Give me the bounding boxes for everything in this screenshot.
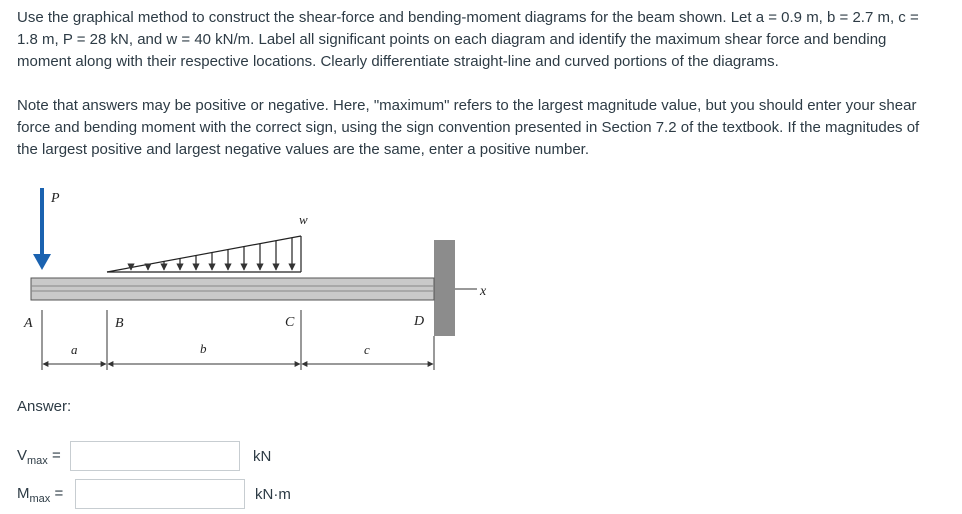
point-D-label: D	[414, 314, 425, 329]
vmax-unit: kN	[253, 448, 272, 465]
load-w-label: w	[299, 212, 308, 227]
point-load-P	[33, 188, 51, 270]
point-B-label: B	[115, 316, 124, 331]
answer-label: Answer:	[17, 398, 72, 415]
fixed-support-wall	[434, 240, 455, 336]
problem-statement: Use the graphical method to construct the shear-force and bending-moment diagrams for the beam shown. Let a = 0.9 m, b = 2.7 m, c = 1.8 m, P = 28 kN, and w = 40 kN/m. Label all significant points on each diagram and identify the maximum shear force and bending moment along with their respective locations. Clearly differentiate straight-line and curved portions of the diagrams.	[17, 9, 919, 70]
dimension-c-label: c	[364, 342, 370, 357]
mmax-input[interactable]	[75, 479, 245, 509]
dimension-lines	[42, 310, 434, 370]
point-A-label: A	[24, 316, 33, 331]
vmax-label: $V_{max}$ =	[17, 447, 61, 467]
x-axis-label: x	[480, 284, 487, 299]
load-P-label: P	[51, 191, 60, 206]
sign-convention-note: Note that answers may be positive or negative. Here, "maximum" refers to the largest magnitude value, but you should enter your shear force and bending moment with the correct sign, using the sign convention presented in Section 7.2 of the textbook. If the magnitudes of the largest positive and largest negative values are the same, enter a positive number.	[17, 97, 920, 158]
dimension-b-label: b	[200, 341, 207, 356]
point-C-label: C	[285, 315, 295, 330]
vmax-input[interactable]	[70, 441, 240, 471]
mmax-label: $M_{max}$ =	[17, 485, 64, 505]
mmax-unit: kN·m	[255, 486, 291, 503]
dimension-a-label: a	[71, 342, 78, 357]
distributed-load-w	[107, 236, 301, 272]
beam	[31, 278, 434, 300]
beam-figure	[12, 182, 502, 382]
